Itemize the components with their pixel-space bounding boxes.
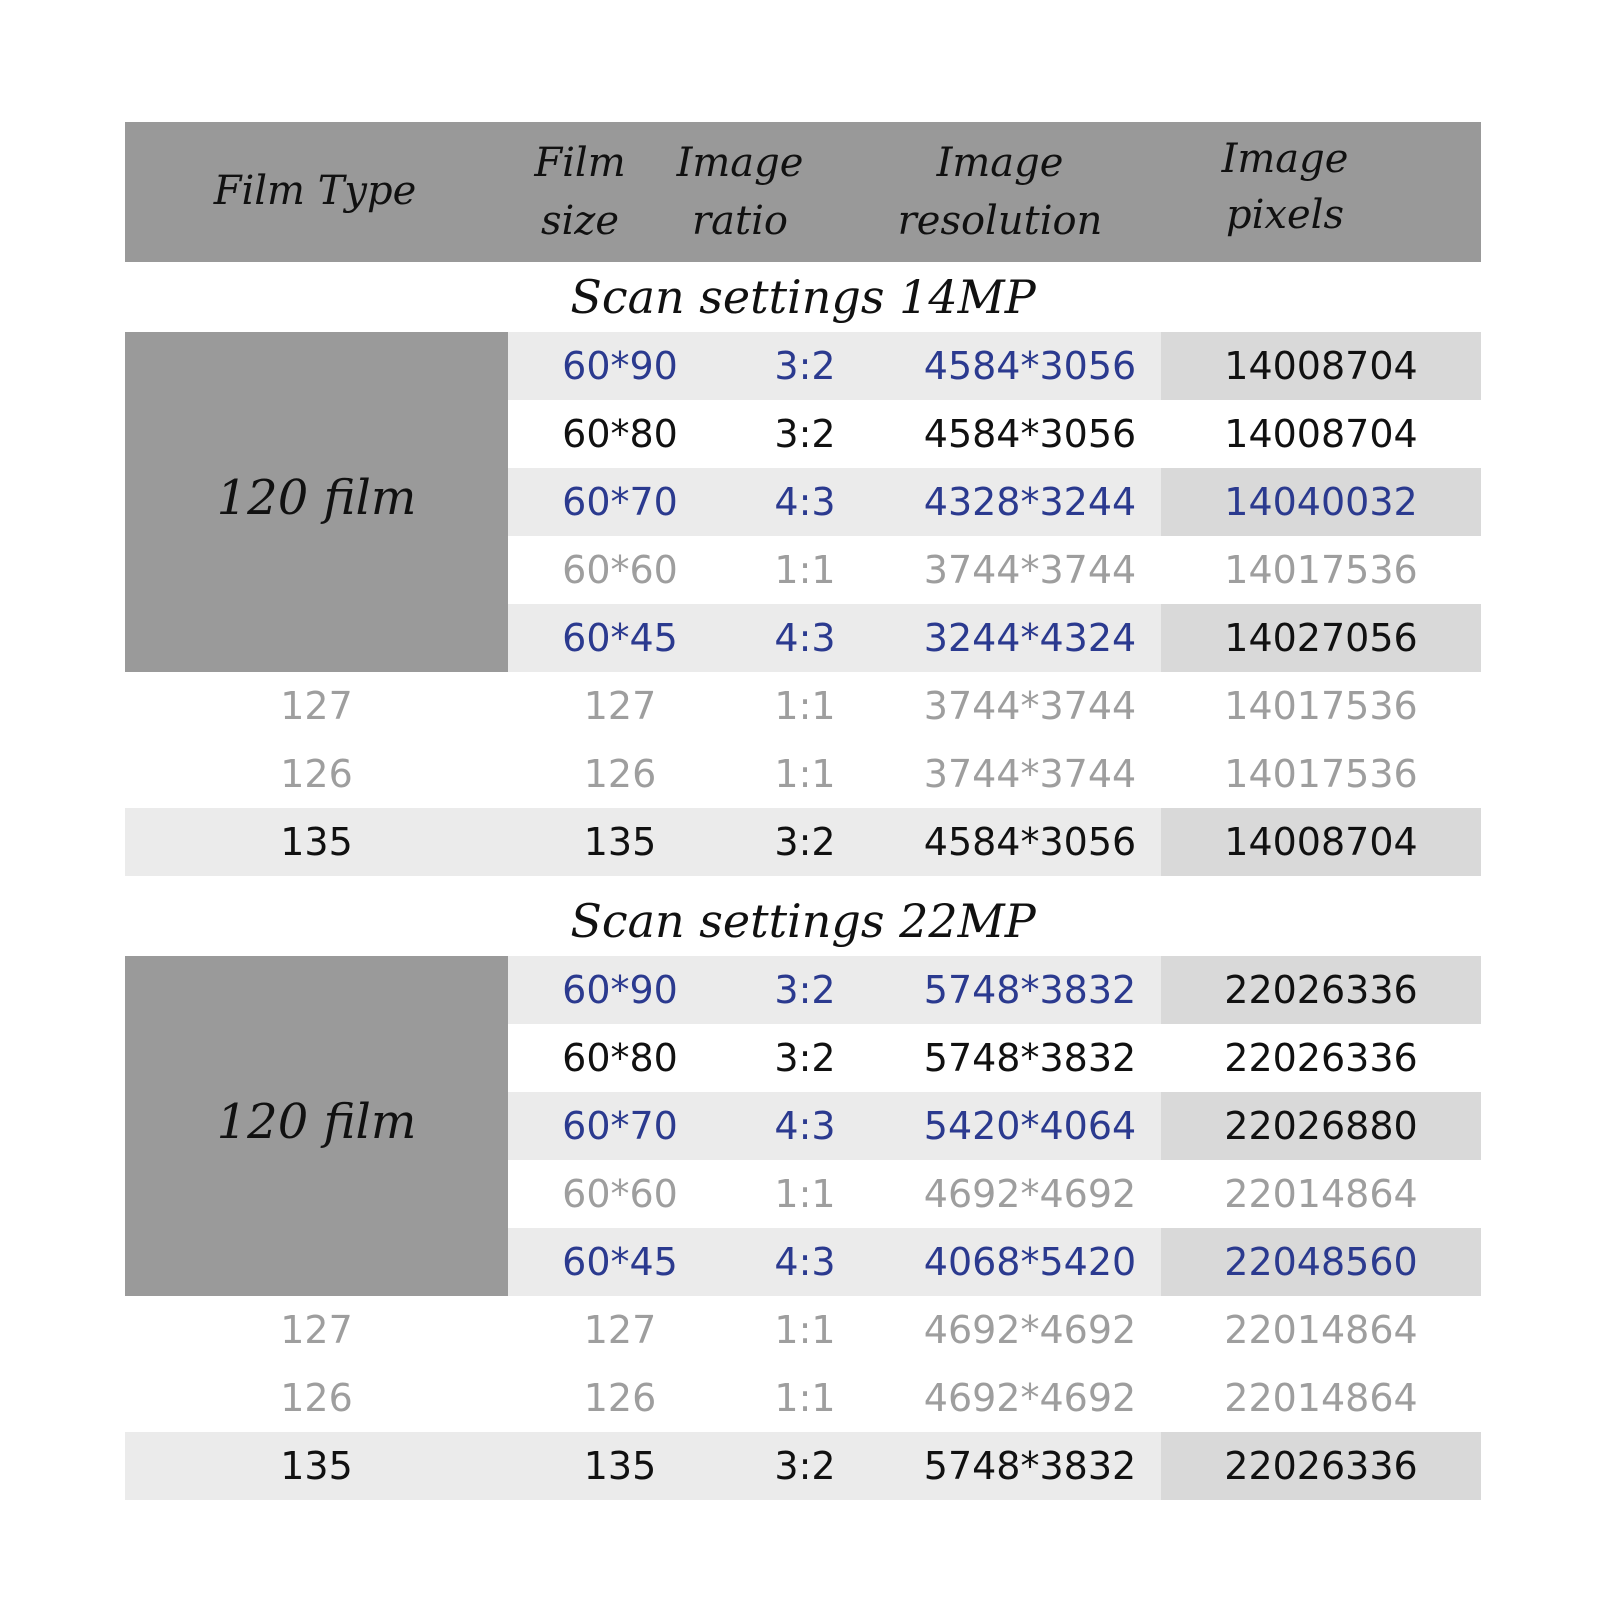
- ratio-cell: 4:3: [774, 1104, 836, 1148]
- group-label: 120 film: [216, 470, 417, 526]
- pixels-cell: 14017536: [1224, 752, 1418, 796]
- ratio-cell: 4:3: [774, 1240, 836, 1284]
- table-row: [125, 1160, 1481, 1228]
- film-size-cell: 60*70: [562, 1104, 678, 1148]
- header-resolution-line1: Image: [936, 140, 1064, 186]
- resolution-cell: 5420*4064: [923, 1104, 1137, 1148]
- header-ratio-line2: ratio: [692, 198, 788, 244]
- ratio-cell: 3:2: [774, 412, 836, 456]
- table-row: [125, 332, 1481, 400]
- ratio-cell: 4:3: [774, 480, 836, 524]
- pixels-cell: 22014864: [1224, 1308, 1418, 1352]
- pixels-cell: 22026336: [1224, 1444, 1418, 1488]
- pixels-cell: 14008704: [1224, 344, 1418, 388]
- section-title: Scan settings 22MP: [570, 894, 1036, 948]
- pixels-cell: 14008704: [1224, 412, 1418, 456]
- ratio-cell: 1:1: [774, 548, 836, 592]
- ratio-cell: 4:3: [774, 616, 836, 660]
- film-size-cell: 60*45: [562, 1240, 678, 1284]
- film-size-cell: 126: [583, 752, 657, 796]
- table-row: [125, 1296, 1481, 1364]
- resolution-cell: 4692*4692: [923, 1376, 1137, 1420]
- film-size-cell: 135: [583, 820, 657, 864]
- resolution-cell: 5748*3832: [923, 1036, 1137, 1080]
- film-type-cell: 127: [280, 1308, 353, 1352]
- pixels-cell: 22014864: [1224, 1172, 1418, 1216]
- film-size-cell: 126: [583, 1376, 657, 1420]
- section-title: Scan settings 14MP: [570, 270, 1036, 324]
- ratio-cell: 1:1: [774, 684, 836, 728]
- group-label: 120 film: [216, 1094, 417, 1150]
- ratio-cell: 3:2: [774, 968, 836, 1012]
- film-type-cell: 126: [280, 752, 353, 796]
- header-pixels-line1: Image: [1221, 136, 1349, 182]
- header-film-size-line1: Film: [534, 140, 626, 186]
- resolution-cell: 3744*3744: [923, 752, 1137, 796]
- table-row: [125, 1092, 1481, 1160]
- film-size-cell: 60*60: [562, 1172, 678, 1216]
- table-row: [125, 808, 1481, 876]
- resolution-cell: 3244*4324: [923, 616, 1137, 660]
- film-type-cell: 135: [280, 1444, 353, 1488]
- film-size-cell: 60*45: [562, 616, 678, 660]
- film-size-cell: 127: [583, 1308, 657, 1352]
- table-row: [125, 1432, 1481, 1500]
- ratio-cell: 3:2: [774, 1036, 836, 1080]
- film-size-cell: 60*80: [562, 412, 678, 456]
- resolution-cell: 5748*3832: [923, 968, 1137, 1012]
- header-film-size-line2: size: [540, 198, 620, 244]
- film-size-cell: 135: [583, 1444, 657, 1488]
- pixels-cell: 14017536: [1224, 548, 1418, 592]
- pixels-cell: 22026336: [1224, 1036, 1418, 1080]
- header-ratio-line1: Image: [676, 140, 804, 186]
- film-size-cell: 60*60: [562, 548, 678, 592]
- header-pixels-line2: pixels: [1226, 192, 1344, 238]
- resolution-cell: 3744*3744: [923, 684, 1137, 728]
- film-size-cell: 60*70: [562, 480, 678, 524]
- pixels-cell: 22026880: [1224, 1104, 1418, 1148]
- resolution-cell: 3744*3744: [923, 548, 1137, 592]
- film-size-cell: 127: [583, 684, 657, 728]
- pixels-cell: 22026336: [1224, 968, 1418, 1012]
- table-row: [125, 1228, 1481, 1296]
- table-row: [125, 672, 1481, 740]
- ratio-cell: 1:1: [774, 1376, 836, 1420]
- film-size-cell: 60*80: [562, 1036, 678, 1080]
- resolution-cell: 4584*3056: [923, 412, 1137, 456]
- film-size-cell: 60*90: [562, 968, 678, 1012]
- pixels-cell: 14017536: [1224, 684, 1418, 728]
- table-header: [125, 122, 1481, 262]
- resolution-cell: 4068*5420: [923, 1240, 1137, 1284]
- table-row: [125, 604, 1481, 672]
- header-film-type: Film Type: [213, 168, 417, 214]
- film-type-cell: 135: [280, 820, 353, 864]
- table-row: [125, 468, 1481, 536]
- resolution-cell: 4692*4692: [923, 1172, 1137, 1216]
- header-resolution-line2: resolution: [897, 198, 1103, 244]
- table-row: [125, 1024, 1481, 1092]
- ratio-cell: 3:2: [774, 820, 836, 864]
- pixels-cell: 14027056: [1224, 616, 1418, 660]
- resolution-cell: 4584*3056: [923, 820, 1137, 864]
- ratio-cell: 1:1: [774, 752, 836, 796]
- ratio-cell: 1:1: [774, 1172, 836, 1216]
- film-type-cell: 126: [280, 1376, 353, 1420]
- pixels-cell: 14040032: [1224, 480, 1418, 524]
- film-size-cell: 60*90: [562, 344, 678, 388]
- resolution-cell: 4692*4692: [923, 1308, 1137, 1352]
- resolution-cell: 4584*3056: [923, 344, 1137, 388]
- pixels-cell: 22048560: [1224, 1240, 1418, 1284]
- table-row: [125, 740, 1481, 808]
- pixels-cell: 14008704: [1224, 820, 1418, 864]
- table-row: [125, 536, 1481, 604]
- pixels-cell: 22014864: [1224, 1376, 1418, 1420]
- ratio-cell: 1:1: [774, 1308, 836, 1352]
- table-row: [125, 956, 1481, 1024]
- table-row: [125, 400, 1481, 468]
- table-row: [125, 1364, 1481, 1432]
- ratio-cell: 3:2: [774, 1444, 836, 1488]
- ratio-cell: 3:2: [774, 344, 836, 388]
- resolution-cell: 4328*3244: [923, 480, 1137, 524]
- film-type-cell: 127: [280, 684, 353, 728]
- resolution-cell: 5748*3832: [923, 1444, 1137, 1488]
